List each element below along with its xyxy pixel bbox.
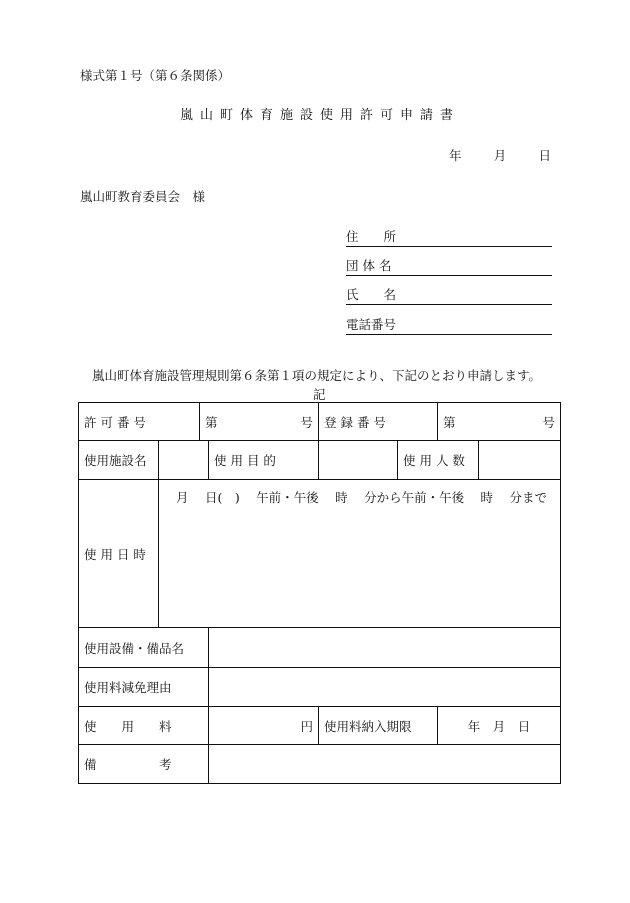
permit-number-label: 許 可 番 号 (79, 403, 200, 441)
phone-label: 電話番号 (346, 317, 397, 332)
registration-number-field[interactable] (438, 403, 561, 441)
address-label: 住 所 (346, 229, 397, 244)
phone-field[interactable] (346, 318, 552, 335)
remarks-field[interactable] (209, 745, 561, 784)
deadline-date: 年 月 日 (467, 718, 531, 734)
permit-dai: 第 (205, 414, 218, 430)
application-table (78, 402, 561, 784)
equipment-field[interactable] (209, 628, 561, 668)
application-statement: 嵐山町体育施設管理規則第６条第１項の規定により、下記のとおり申請します。 (92, 368, 542, 383)
table-row-datetime (79, 480, 561, 628)
dt-day: 日( ) (204, 490, 240, 505)
facility-name-field[interactable] (159, 441, 209, 480)
group-name-label: 団 体 名 (346, 258, 392, 273)
reduction-reason-label: 使用料減免理由 (79, 668, 209, 707)
datetime-field[interactable] (159, 480, 561, 628)
dt-ampm-start: 午前・午後 (256, 490, 319, 505)
ki-heading: 記 (313, 387, 326, 402)
dt-to: 分まで (509, 490, 547, 505)
table-row-remarks (79, 745, 561, 784)
group-name-field[interactable] (346, 259, 552, 276)
people-count-label: 使 用 人 数 (398, 441, 479, 480)
payment-deadline-label: 使用料納入期限 (319, 707, 438, 745)
table-row-equipment (79, 628, 561, 668)
payment-deadline-field[interactable] (438, 707, 561, 745)
permit-number-field[interactable] (200, 403, 319, 441)
date-day-label: 日 (538, 148, 551, 163)
dt-from: 分から午前・午後 (364, 490, 465, 505)
fee-field[interactable] (209, 707, 319, 745)
dt-hour-start: 時 (335, 490, 348, 505)
table-row-permit (79, 403, 561, 441)
table-row-reduction (79, 668, 561, 707)
table-row-fee (79, 707, 561, 745)
name-field[interactable] (346, 288, 552, 305)
date-year-label: 年 (449, 148, 462, 163)
address-field[interactable] (346, 230, 552, 247)
name-label: 氏 名 (346, 287, 397, 302)
date-month-label: 月 (493, 148, 507, 163)
application-date (449, 146, 551, 164)
permit-go: 号 (300, 414, 314, 430)
dt-month: 月 (176, 490, 189, 505)
registration-dai: 第 (443, 414, 456, 430)
yen-unit: 円 (300, 718, 314, 734)
datetime-label: 使 用 日 時 (79, 480, 159, 628)
addressee: 嵐山町教育委員会 様 (80, 189, 206, 204)
equipment-label: 使用設備・備品名 (79, 628, 209, 668)
purpose-field[interactable] (319, 441, 398, 480)
remarks-label: 備 考 (79, 745, 209, 784)
dt-hour-end: 時 (480, 490, 494, 505)
purpose-label: 使 用 目 的 (209, 441, 319, 480)
facility-name-label: 使用施設名 (79, 441, 159, 480)
reduction-reason-field[interactable] (209, 668, 561, 707)
table-row-facility (79, 441, 561, 480)
registration-go: 号 (542, 414, 556, 430)
people-count-field[interactable] (479, 441, 561, 480)
registration-number-label: 登 録 番 号 (319, 403, 438, 441)
form-number: 様式第１号（第６条関係） (80, 68, 231, 83)
document-title: 嵐山町体育施設使用許可申請書 (179, 108, 460, 123)
fee-label: 使 用 料 (79, 707, 209, 745)
